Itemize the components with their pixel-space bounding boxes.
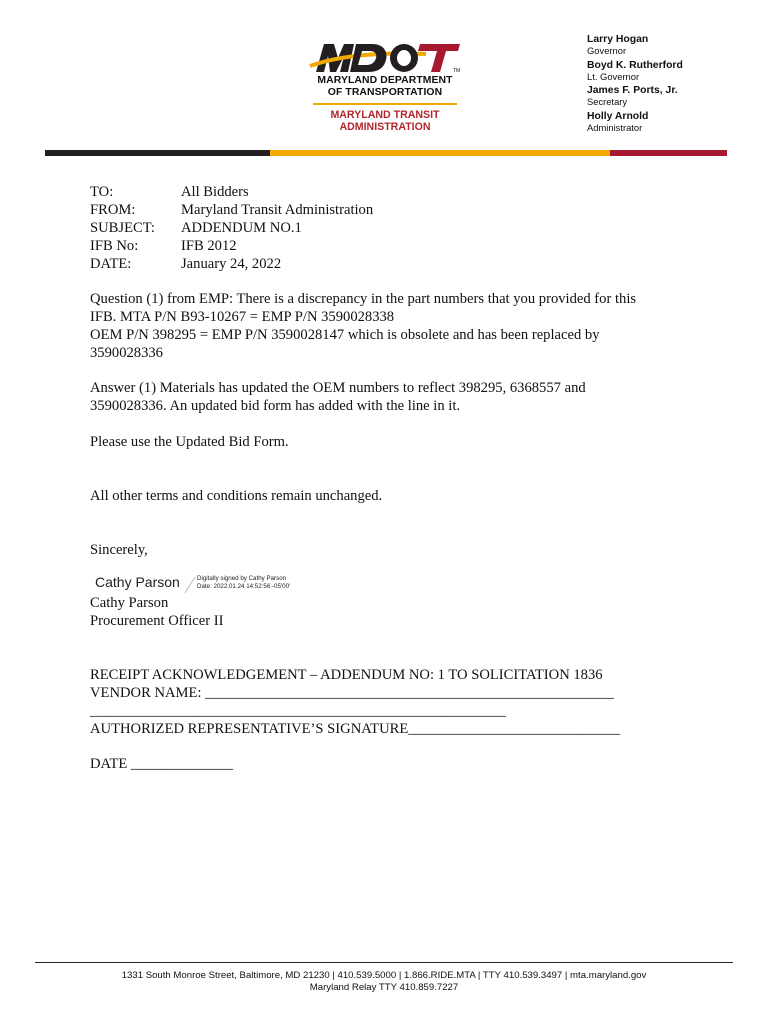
memo-value-ifb: IFB 2012: [181, 238, 237, 254]
band-gold-segment: [270, 150, 610, 156]
digital-signature-line: Digitally signed by Cathy Parson: [197, 575, 287, 582]
official-title: Lt. Governor: [587, 70, 640, 82]
official-name: James F. Ports, Jr.: [587, 85, 678, 96]
digital-signature-date: Date: 2022.01.24 14:52:56 -05'00': [197, 583, 291, 590]
question-paragraph: [90, 290, 690, 362]
answer-paragraph: [90, 379, 690, 415]
memo-label-ifb: IFB No:: [90, 238, 139, 254]
official-entry: [587, 34, 757, 57]
memo-value-subject: ADDENDUM NO.1: [181, 220, 302, 236]
answer-line: Answer (1) Materials has updated the OEM numbers to reflect 398295, 6368557 and: [90, 380, 586, 396]
memo-label-from: FROM:: [90, 202, 136, 218]
department-line-1: MARYLAND DEPARTMENT: [317, 75, 453, 86]
department-line-2: OF TRANSPORTATION: [327, 87, 443, 98]
instruction-text: Please use the Updated Bid Form.: [90, 434, 289, 450]
mdot-logo-mark: [308, 38, 468, 78]
footer-address: 1331 South Monroe Street, Baltimore, MD 21230 | 410.539.5000 | 1.866.RIDE.MTA | TTY 410.539.3497 | mta.maryland.gov: [121, 970, 647, 981]
official-name: Holly Arnold: [587, 110, 649, 122]
question-line: 3590028336: [90, 345, 163, 361]
officials-list: [587, 34, 757, 136]
memo-label-date: DATE:: [90, 256, 132, 272]
authorized-signature-field[interactable]: AUTHORIZED REPRESENTATIVE’S SIGNATURE_____________________________: [90, 721, 620, 737]
blank-line-field[interactable]: _________________________________________________________: [90, 703, 506, 719]
signer-title: Procurement Officer II: [90, 613, 224, 629]
administration-line-1: MARYLAND TRANSIT: [330, 109, 440, 121]
footer-divider: [35, 962, 733, 963]
memo-value-from: Maryland Transit Administration: [181, 202, 374, 218]
header-color-band: [45, 150, 727, 156]
answer-line: 3590028336. An updated bid form has added with the line in it.: [90, 398, 461, 414]
memo-label-subject: SUBJECT:: [90, 220, 155, 236]
official-name: Larry Hogan: [587, 34, 649, 45]
official-name: Boyd K. Rutherford: [587, 59, 683, 71]
question-line: IFB. MTA P/N B93-10267 = EMP P/N 3590028338: [90, 309, 395, 325]
administration-name: [308, 109, 462, 133]
receipt-heading: RECEIPT ACKNOWLEDGEMENT – ADDENDUM NO: 1 TO SOLICITATION 1836: [90, 667, 603, 683]
memo-value-date: January 24, 2022: [181, 256, 282, 272]
trademark-symbol: TM: [453, 68, 461, 74]
question-line: Question (1) from EMP: There is a discrepancy in the part numbers that you provided for this: [90, 291, 637, 307]
memo-value-to: All Bidders: [181, 184, 249, 200]
administration-line-2: ADMINISTRATION: [339, 121, 431, 133]
signer-name: Cathy Parson: [90, 595, 169, 611]
question-line: OEM P/N 398295 = EMP P/N 3590028147 which is obsolete and has been replaced by: [90, 327, 600, 343]
memo-label-to: TO:: [90, 184, 114, 200]
official-entry: [587, 85, 757, 108]
terms-text: All other terms and conditions remain unchanged.: [90, 488, 383, 504]
band-red-segment: [610, 150, 727, 156]
department-name: [308, 75, 462, 99]
band-dark-segment: [45, 150, 270, 156]
official-title: Administrator: [587, 121, 643, 133]
signature-stroke-icon: [184, 576, 196, 594]
signature-name-script: Cathy Parson: [95, 574, 180, 590]
official-title: Governor: [587, 45, 627, 56]
official-entry: [587, 111, 757, 134]
date-field[interactable]: DATE ______________: [90, 756, 234, 772]
footer-relay: Maryland Relay TTY 410.859.7227: [309, 982, 459, 993]
official-title: Secretary: [587, 96, 628, 107]
digital-signature-info: [197, 575, 290, 591]
closing-text: Sincerely,: [90, 542, 148, 558]
official-entry: [587, 60, 757, 83]
vendor-name-field[interactable]: VENDOR NAME: ________________________________________________________: [90, 685, 614, 701]
logo-divider: [313, 103, 457, 105]
